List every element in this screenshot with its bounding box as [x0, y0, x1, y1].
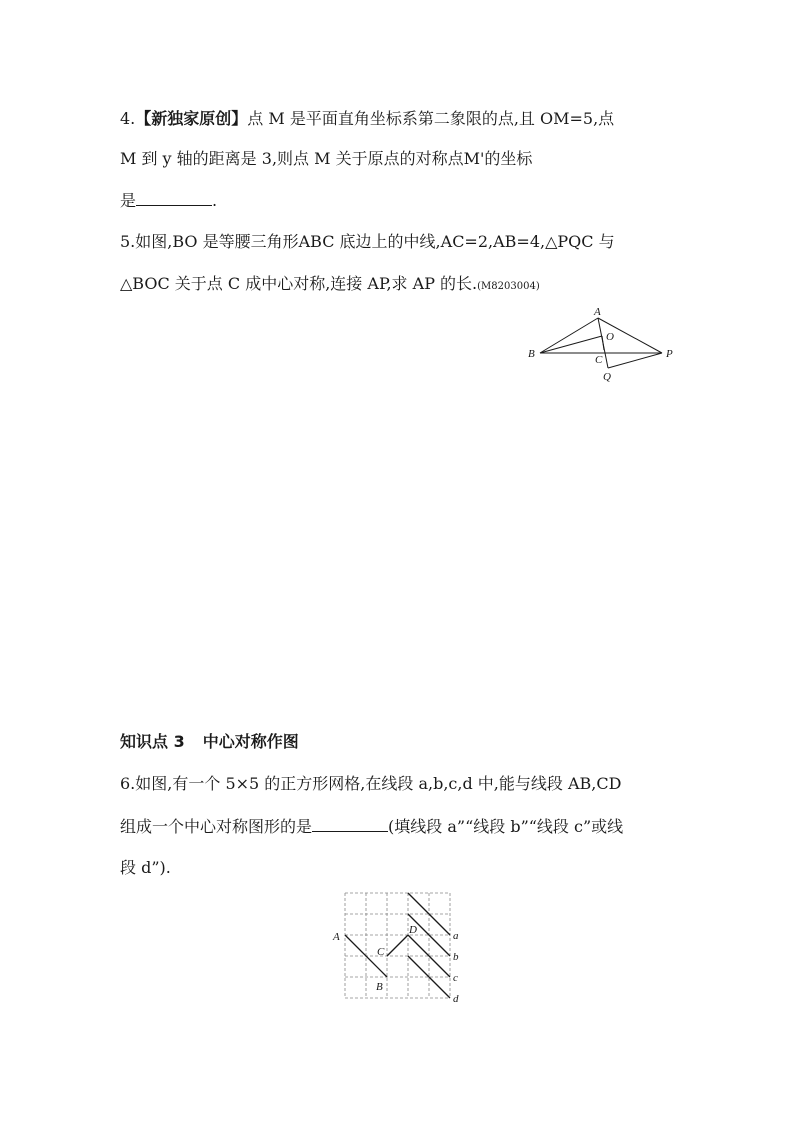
section-heading — [120, 731, 299, 753]
q6-seg-CD — [387, 935, 408, 956]
q6-label-D: D — [409, 924, 417, 936]
section-label: 知识点 3 — [120, 732, 185, 751]
q4-line-1 — [120, 108, 614, 130]
q4-tag: 【新独家原创】 — [135, 109, 248, 128]
q5-label-Q: Q — [603, 371, 611, 383]
q6-label-a: a — [453, 930, 459, 942]
q4-line-3-post: . — [212, 191, 218, 210]
q6-line-2-post: (填线段 a”“线段 b”“线段 c”或线 — [388, 817, 624, 836]
q6-label-d: d — [453, 993, 459, 1005]
q6-line-2-pre: 组成一个中心对称图形的是 — [120, 817, 313, 836]
q4-answer-blank[interactable] — [136, 189, 212, 206]
q6-answer-blank[interactable] — [312, 815, 388, 832]
q6-line-1: 6.如图,有一个 5×5 的正方形网格,在线段 a,b,c,d 中,能与线段 AB,CD — [120, 774, 622, 793]
q5-line-1: 5.如图,BO 是等腰三角形ABC 底边上的中线,AC=2,AB=4,△PQC 与 — [120, 232, 615, 251]
q6-label-c: c — [453, 972, 458, 984]
q6-label-b: b — [453, 951, 459, 963]
q5-figure — [520, 305, 680, 385]
q5-line-2 — [120, 273, 540, 298]
q5-label-A: A — [594, 306, 601, 318]
q6-label-A: A — [333, 931, 340, 943]
q5-seg-BO — [540, 336, 602, 353]
q5-seg-PQ — [608, 353, 662, 368]
q5-seg-OC — [602, 336, 604, 350]
q6-line-3: 段 d”). — [120, 858, 171, 877]
q6-seg-d — [408, 956, 450, 998]
q4-number: 4. — [120, 109, 136, 128]
q4-line-1-text: 点 M 是平面直角坐标系第二象限的点,且 OM=5,点 — [247, 109, 615, 128]
section-title: 中心对称作图 — [202, 732, 299, 751]
q6-grid-figure — [320, 883, 470, 1008]
q6-label-C: C — [377, 946, 385, 958]
q5-label-O: O — [606, 331, 614, 343]
q5-line-2-text: △BOC 关于点 C 成中心对称,连接 AP,求 AP 的长. — [120, 274, 478, 293]
q4-line-2: M 到 y 轴的距离是 3,则点 M 关于原点的对称点M'的坐标 — [120, 149, 533, 168]
q4-line-3-pre: 是 — [120, 191, 137, 210]
q5-code: (M8203004) — [477, 281, 540, 292]
q4-line-3 — [120, 189, 217, 212]
q5-seg-BA — [540, 318, 598, 353]
q5-label-P: P — [666, 348, 673, 360]
q6-line-2 — [120, 815, 623, 838]
q5-label-B: B — [528, 348, 535, 360]
q5-label-C: C — [595, 354, 603, 366]
q6-label-B: B — [376, 981, 383, 993]
